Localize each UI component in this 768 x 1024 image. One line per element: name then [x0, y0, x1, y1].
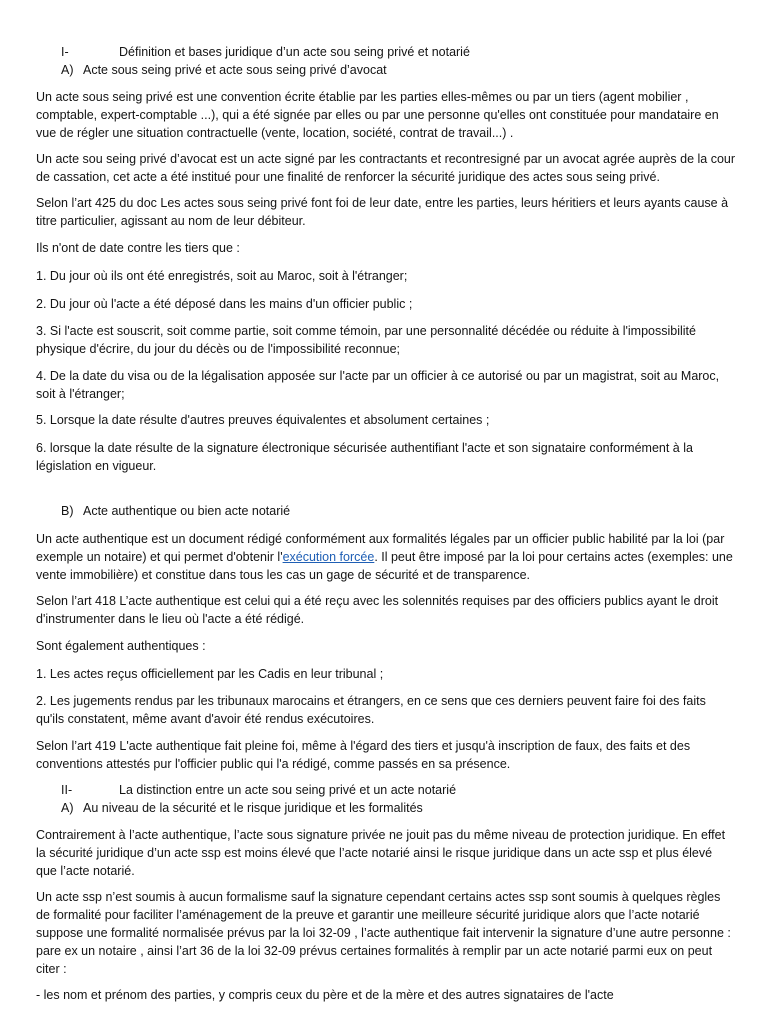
- section-heading-2: [61, 781, 661, 799]
- subsection-heading-1a-letter: A): [61, 63, 74, 77]
- list-item-4: 4. De la date du visa ou de la légalisation apposée sur l'acte par un officier à ce autorisé ou par un magistrat, soit au Maroc, soit à l'étranger;: [36, 369, 720, 401]
- list-item-cadis: 1. Les actes reçus officiellement par les Cadis en leur tribunal ;: [36, 667, 384, 681]
- list-item-nom-prenom: - les nom et prénom des parties, y compris ceux du père et de la mère et des autres signataires de l'acte: [36, 988, 614, 1002]
- paragraph-authentic-definition-end: . Il peut être imposé par la loi pour certains actes (exemples: une vente immobilière) et constitue dans tous les cas un gage de sécurité et de transparence.: [36, 550, 733, 582]
- paragraph-4: Ils n'ont de date contre les tiers que :: [36, 241, 240, 255]
- paragraph-contrairement: Contrairement à l’acte authentique, l’acte sous signature privée ne jouit pas du même niveau de protection juridique. En effet la sécurité juridique d’un acte ssp est moins élevé que l’acte notarié ainsi le risque juridique dans un acte ssp et plus élevé que l’acte notarié.: [36, 828, 726, 878]
- list-item-2: 2. Du jour où l'acte a été déposé dans les mains d'un officier public ;: [36, 297, 413, 311]
- paragraph-sont-authentiques: Sont également authentiques :: [36, 639, 206, 653]
- subsection-heading-1b-text: Acte authentique ou bien acte notarié: [83, 504, 291, 518]
- subsection-heading-1b-letter: B): [61, 504, 74, 518]
- subsection-heading-1a: [61, 61, 661, 79]
- paragraph-acte-ssp-formalisme: Un acte ssp n’est soumis à aucun formalisme sauf la signature cependant certains actes ssp sont soumis à quelques règles de formalité pour faciliter l’aménagement de la preuve et garantir une meilleure sécurité juridique alors que l’acte notarié suppose une formalité normalisée prévus par la loi 32-09 , l’acte authentique fait intervenir la signature d’une autre personne : pare ex un notaire , ainsi l’art 36 de la loi 32-09 prévus certaines formalités à remplir par un acte notarié parmi eux on peut citer :: [36, 890, 731, 976]
- paragraph-authentic-definition-start: Un acte authentique est un document rédigé conformément aux formalités légales par un officier public habilité par la loi (par exemple un notaire) et qui permet d'obtenir l': [36, 532, 725, 564]
- list-item-jugements: 2. Les jugements rendus par les tribunaux marocains et étrangers, en ce sens que ces derniers peuvent faire foi des faits qu'ils constatent, même avant d'avoir été rendus exécutoires.: [36, 694, 706, 726]
- section-heading-1-number: I-: [61, 45, 69, 59]
- paragraph-3: Selon l’art 425 du doc Les actes sous seing privé font foi de leur date, entre les parties, leurs héritiers et leurs ayants cause à titre particulier, agissant au nom de leur débiteur.: [36, 196, 729, 228]
- paragraph-1: Un acte sous seing privé est une convention écrite établie par les parties elles-mêmes ou par un tiers (agent mobilier , comptable, expert-comptable ...), qui a été signée par elles ou par une personne qu'elles ont constituée pour mandataire en vue de régler une situation contractuelle (vente, location, société, contrat de travail...) .: [36, 90, 719, 140]
- execution-forcee-link[interactable]: exécution forcée: [282, 550, 375, 564]
- section-heading-2-text: La distinction entre un acte sou seing privé et un acte notarié: [119, 783, 457, 797]
- subsection-heading-2a-letter: A): [61, 801, 74, 815]
- subsection-heading-2a: [61, 799, 661, 817]
- subsection-heading-1b: [61, 502, 661, 520]
- paragraph-art-419: Selon l’art 419 L'acte authentique fait pleine foi, même à l'égard des tiers et jusqu'à inscription de faux, des faits et des conventions attestés pur l'officier public qui l'a rédigé, comme passés en sa présence.: [36, 739, 691, 771]
- list-item-5: 5. Lorsque la date résulte d'autres preuves équivalentes et absolument certaines ;: [36, 413, 490, 427]
- subsection-heading-1a-text: Acte sous seing privé et acte sous seing privé d’avocat: [83, 63, 387, 77]
- section-heading-1-text: Définition et bases juridique d’un acte sou seing privé et notarié: [119, 45, 470, 59]
- paragraph-art-418: Selon l’art 418 L’acte authentique est celui qui a été reçu avec les solennités requises par des officiers publics ayant le droit d'instrumenter dans le lieu où l'acte a été rédigé.: [36, 594, 719, 626]
- paragraph-authentic-definition: [36, 530, 736, 584]
- section-heading-2-number: II-: [61, 783, 73, 797]
- paragraph-2: Un acte sou seing privé d’avocat est un acte signé par les contractants et recontresigné par un avocat agrée auprès de la cour de cassation, cet acte a été institué pour une finalité de renforcer la sécurité juridique des actes sous seing privé.: [36, 152, 736, 184]
- list-item-3: 3. Si l'acte est souscrit, soit comme partie, soit comme témoin, par une personnalité décédée ou réduite à l'impossibilité physique d'écrire, du jour du décès ou de l'impossibilité reconnue;: [36, 324, 696, 356]
- subsection-heading-2a-text: Au niveau de la sécurité et le risque juridique et les formalités: [83, 801, 423, 815]
- list-item-6: 6. lorsque la date résulte de la signature électronique sécurisée authentifiant l'acte et son signataire conformément à la législation en vigueur.: [36, 441, 693, 473]
- section-heading-1: [61, 43, 661, 61]
- list-item-1: 1. Du jour où ils ont été enregistrés, soit au Maroc, soit à l'étranger;: [36, 269, 408, 283]
